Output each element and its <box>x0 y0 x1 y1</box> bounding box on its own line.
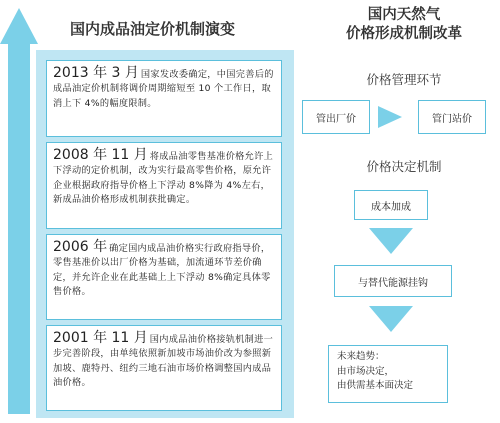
oil-pricing-panel <box>36 0 294 423</box>
event-date: 2008 年 11 月 <box>53 147 148 163</box>
down-arrow-icon <box>369 306 413 332</box>
right-arrow-icon <box>378 106 402 128</box>
decision-step-cost-plus: 成本加成 <box>354 190 428 220</box>
gas-pricing-title-line1: 国内天然气 <box>367 7 441 23</box>
future-trend-label: 未来趋势： <box>337 351 385 362</box>
event-2001 <box>46 325 282 411</box>
event-2006 <box>46 234 282 320</box>
event-2008 <box>46 142 282 229</box>
future-trend-box <box>328 345 448 403</box>
future-trend-line1: 由市场决定， <box>337 365 395 377</box>
gas-pricing-title <box>318 6 490 44</box>
management-from-box: 管出厂价 <box>302 100 370 134</box>
timeline-arrow-shaft <box>8 42 30 414</box>
oil-pricing-title: 国内成品油定价机制演变 <box>70 20 236 38</box>
timeline-arrow-up-icon <box>0 8 38 44</box>
future-trend-line2: 由供需基本面决定 <box>337 380 414 391</box>
event-text: 国家发改委确定，中国完善后的成品油定价机制将调价周期缩短至 10 个工作日，取消上下 4%的幅度限制。 <box>53 69 274 109</box>
event-date: 2006 年 <box>53 239 108 255</box>
decision-section-title: 价格决定机制 <box>366 159 442 174</box>
event-text: 国内成品油价格接轨机制进一步完善阶段，由单纯依照新加坡市场油价改为参照新加坡、鹿特丹、纽约三地石油市场价格调整国内成品油价格。 <box>53 334 274 389</box>
down-arrow-icon <box>369 228 413 254</box>
event-text: 将成品油零售基准价格允许上下浮动的定价机制，改为实行最高零售价格，原允许企业根据政府指导价格上下浮动 8%降为 4%左右，新成品油价格形成机制获批确定。 <box>53 151 274 206</box>
management-section-title: 价格管理环节 <box>366 72 442 87</box>
event-date: 2013 年 3 月 <box>53 65 139 81</box>
decision-step-alt-energy: 与替代能源挂钩 <box>334 265 452 297</box>
event-text: 确定国内成品油价格实行政府指导价，零售基准价以出厂价格为基础，加流通环节差价确定，并允许企业在此基础上上下浮动 8%确定具体零售价格。 <box>53 243 271 298</box>
event-date: 2001 年 11 月 <box>53 330 148 346</box>
gas-pricing-title-line2: 价格形成机制改革 <box>346 26 462 42</box>
management-to-box: 管门站价 <box>418 100 486 134</box>
event-2013 <box>46 60 282 137</box>
